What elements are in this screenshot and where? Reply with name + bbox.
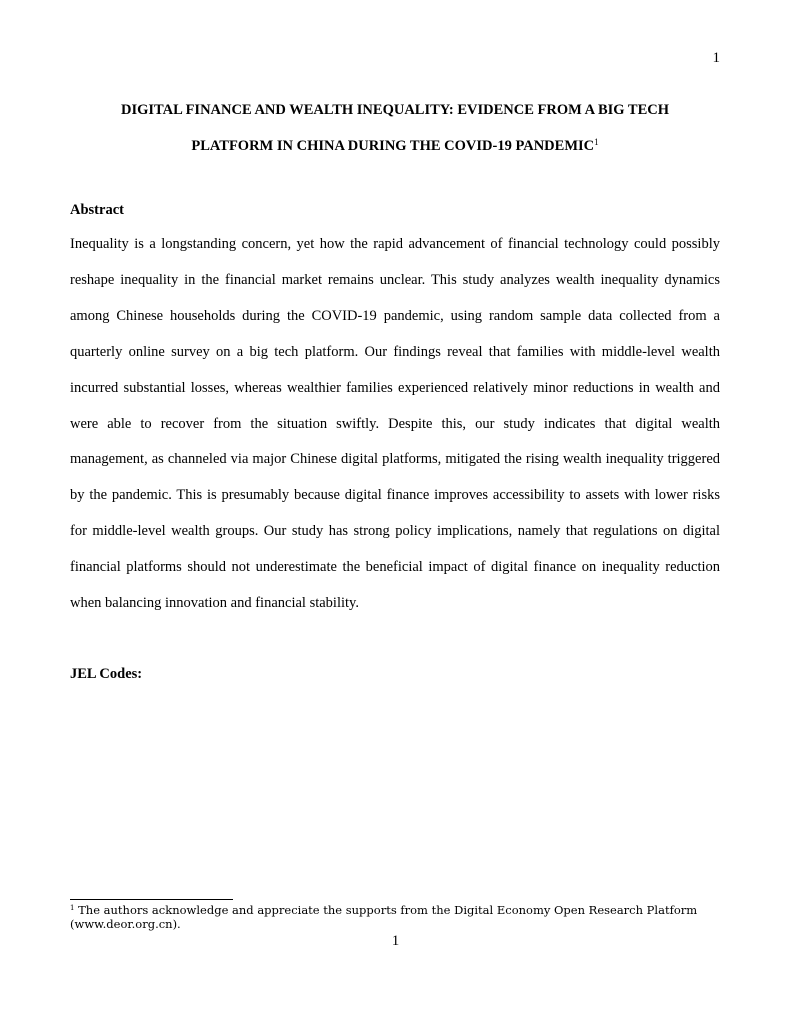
paper-title-line-2-text: PLATFORM IN CHINA DURING THE COVID-19 PANDEMIC (191, 138, 595, 154)
title-footnote-marker[interactable]: 1 (594, 137, 599, 148)
page-number-top: 1 (712, 50, 720, 66)
jel-codes-heading: JEL Codes: (70, 666, 143, 682)
footnote-text: The authors acknowledge and appreciate the supports from the Digital Economy Open Research Platform (www.deor.org.cn). (70, 903, 698, 931)
footnote-separator (70, 899, 233, 900)
paper-title (70, 92, 720, 164)
footnote-marker: 1 (70, 903, 75, 912)
abstract-heading: Abstract (70, 202, 124, 218)
abstract-text: Inequality is a longstanding concern, yet how the rapid advancement of financial technology could possibly reshape inequality in the financial market remains unclear. This study analyzes wealth inequality dynamics among Chinese households during the COVID-19 pandemic, using random sample data collected from a quarterly online survey on a big tech platform. Our findings reveal that families with middle-level wealth incurred substantial losses, whereas wealthier families experienced relatively minor reductions in wealth and were able to recover from the situation swiftly. Despite this, our study indicates that digital wealth management, as channeled via major Chinese digital platforms, mitigated the rising wealth inequality triggered by the pandemic. This is presumably because digital finance improves accessibility to assets with lower risks for middle-level wealth groups. Our study has strong policy implications, namely that regulations on digital financial platforms should not underestimate the beneficial impact of digital finance on inequality reduction when balancing innovation and financial stability. (70, 236, 720, 612)
footnote (70, 903, 720, 931)
page-number-bottom: 1 (391, 933, 400, 949)
paper-title-line-1: DIGITAL FINANCE AND WEALTH INEQUALITY: EVIDENCE FROM A BIG TECH (120, 102, 670, 118)
paper-title-line-2 (70, 128, 720, 164)
